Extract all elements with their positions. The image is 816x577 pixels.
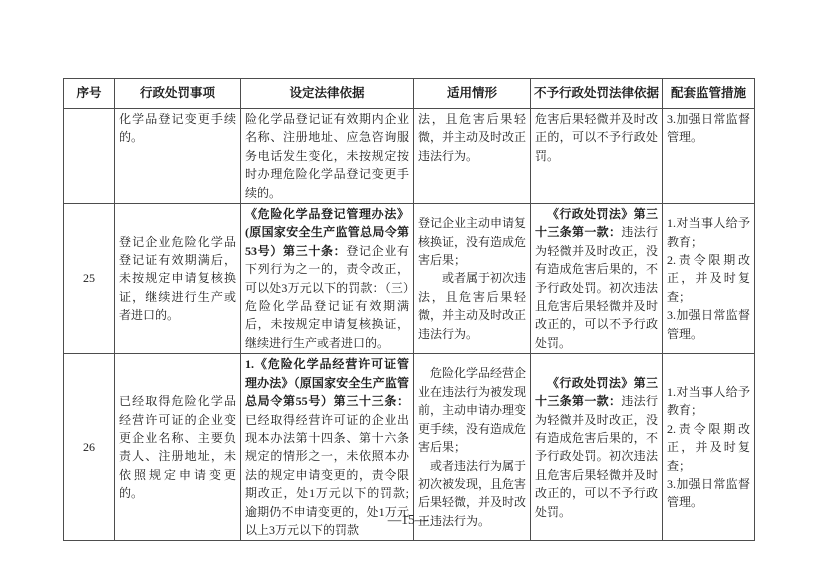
col-header-applicable-situation: 适用情形 xyxy=(414,79,531,109)
legal-basis-text xyxy=(245,205,409,352)
law-provision-text: 登记企业有下列行为之一的，责令改正，可以处3万元以下的罚款：（三）危险化学品登记证有效期满后，未按规定申请复核换证，继续进行生产或者进口的。 xyxy=(245,243,409,350)
col-header-seq: 序号 xyxy=(64,79,115,109)
cell-penalty-item xyxy=(115,204,241,354)
cell-seq: 26 xyxy=(64,354,115,541)
cell-supervision-measures xyxy=(663,109,755,204)
cell-supervision-measures xyxy=(663,204,755,354)
law-citation: 1.《危险化学品经营许可证管理办法》（原国家安全生产监管总局令第55号）第三十三条： xyxy=(245,357,409,409)
measure-item: 3.加强日常监督管理。 xyxy=(667,308,750,341)
col-header-legal-basis: 设定法律依据 xyxy=(241,79,414,109)
applicable-paragraph-1: 登记企业主动申请复核换证，没有造成危害后果； xyxy=(418,216,527,268)
applicable-paragraph-2: 或者属于初次违法，且危害后果轻微，并主动及时改正违法行为。 xyxy=(418,271,527,341)
cell-legal-basis xyxy=(241,109,414,204)
measure-item: 2.责令限期改正，并及时复查； xyxy=(667,421,750,473)
law-citation: 《行政处罚法》第三十三条第一款： xyxy=(535,375,658,409)
law-provision-text: 已经取得经营许可证的企业出现本办法第十四条、第十六条规定的情形之一，未依照本办法的规定申请变更的，责令限期改正，处1万元以下的罚款;逾期仍不申请变更的，处1万元以上3万元以下的罚款 xyxy=(245,412,409,537)
col-header-no-penalty-basis: 不予行政处罚法律依据 xyxy=(531,79,663,109)
cell-penalty-item xyxy=(115,109,241,204)
cell-no-penalty-basis xyxy=(531,109,663,204)
measure-item: 1.对当事人给予教育； xyxy=(667,384,750,418)
measure-item: 3.加强日常监督管理。 xyxy=(667,112,750,145)
no-penalty-text: 危害后果轻微并及时改正的，可以不予行政处罚。 xyxy=(535,112,658,163)
col-header-penalty-item: 行政处罚事项 xyxy=(115,79,241,109)
cell-legal-basis xyxy=(241,204,414,354)
cell-applicable-situation xyxy=(414,109,531,204)
law-citation: 《行政处罚法》第三十三条第一款： xyxy=(535,207,658,240)
cell-no-penalty-basis xyxy=(531,204,663,354)
no-penalty-paragraph xyxy=(535,205,658,352)
law-citation: 《危险化学品登记管理办法》(原国家安全生产监管总局令第53号）第三十条： xyxy=(245,207,409,258)
cell-applicable-situation xyxy=(414,204,531,354)
penalty-item-text: 登记企业危险化学品登记证有效期满后，未按规定申请复核换证，继续进行生产或者进口的。 xyxy=(119,234,236,323)
law-provision-text: 违法行为轻微并及时改正，没有造成危害后果的，不予行政处罚。初次违法且危害后果轻微并及时改正的，可以不予行政处罚。 xyxy=(535,394,658,519)
law-provision-text: 违法行为轻微并及时改正，没有造成危害后果的，不予行政处罚。初次违法且危害后果轻微并及时改正的，可以不予行政处罚。 xyxy=(535,225,658,350)
applicable-paragraph-2: 或者违法行为属于初次被发现，且危害后果轻微，并及时改正违法行为。 xyxy=(418,458,527,528)
page-number: —15— xyxy=(387,512,429,527)
col-header-supervision-measures: 配套监管措施 xyxy=(663,79,755,109)
penalty-item-text: 化学品登记变更手续的。 xyxy=(119,112,236,145)
measure-item: 1.对当事人给予教育； xyxy=(667,216,750,249)
header-row xyxy=(64,79,755,109)
table-row-continued xyxy=(64,109,755,204)
penalty-table xyxy=(63,78,755,541)
legal-basis-text: 险化学品登记证有效期内企业名称、注册地址、应急咨询服务电话发生变化，未按规定按时办理危险化学品登记变更手续的。 xyxy=(245,112,409,200)
applicable-paragraph-1: 危险化学品经营企业在违法行为被发现前，主动申请办理变更手续，没有造成危害后果； xyxy=(418,366,527,455)
penalty-item-text: 已经取得危险化学品经营许可证的企业变更企业名称、主要负责人、注册地址，未依照规定申请变更的。 xyxy=(119,394,236,501)
measure-item: 2.责令限期改正，并及时复查； xyxy=(667,253,750,304)
no-penalty-paragraph xyxy=(535,374,658,521)
applicable-text: 法，且危害后果轻微，并主动及时改正违法行为。 xyxy=(418,112,527,163)
table-row-25 xyxy=(64,204,755,354)
cell-seq xyxy=(64,109,115,204)
measure-item: 3.加强日常监督管理。 xyxy=(667,476,750,510)
cell-seq: 25 xyxy=(64,204,115,354)
